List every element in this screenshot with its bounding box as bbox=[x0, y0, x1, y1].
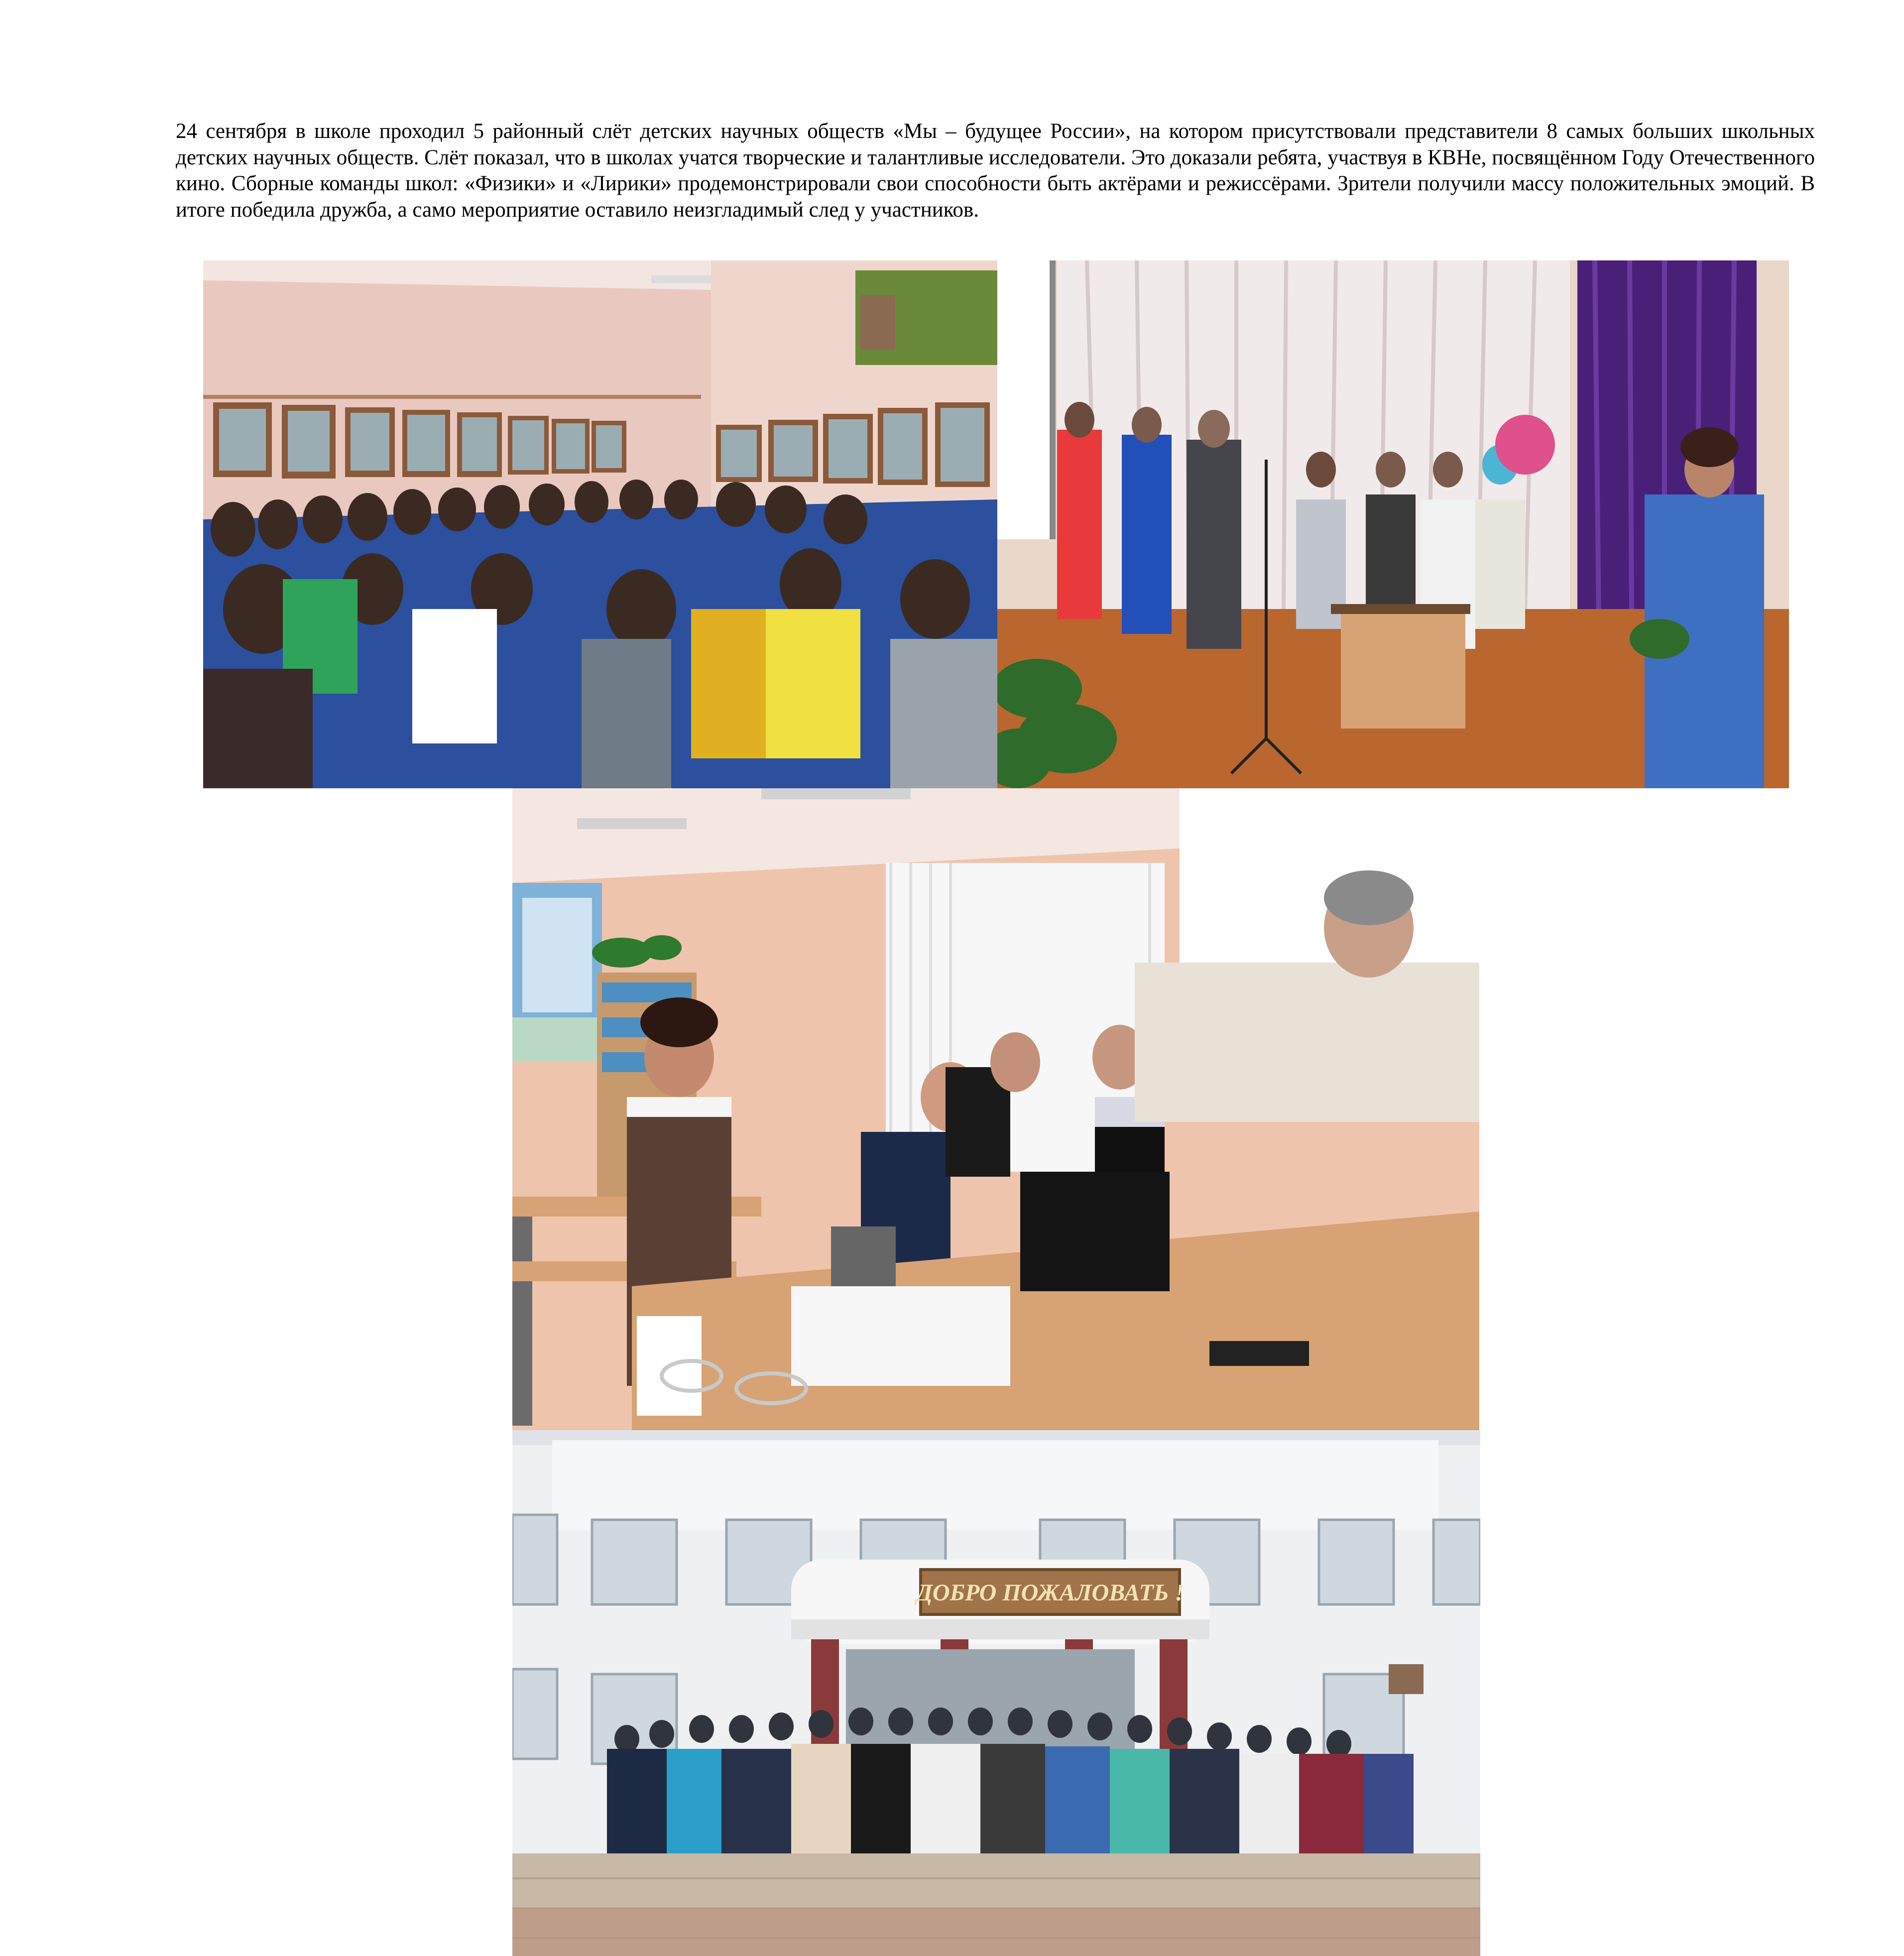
stage-performance-photo bbox=[997, 260, 1789, 788]
audience-photo bbox=[203, 260, 997, 788]
article-paragraph: 24 сентября в школе проходил 5 районный слёт детских научных обществ «Мы – будущее России», на котором присутствовали представители 8 самых больших школьных детских научных обществ. Слёт показал, что в школах учатся творческие и талантливые исследователи. Это доказали ребята, участвуя в КВНе, посвящённом Году Отечественного кино. Сборные команды школ: «Физики» и «Лирики» продемонстрировали свои способности быть актёрами и режиссёрами. Зрители получили массу положительных эмоций. В итоге победила дружба, а само мероприятие оставило неизгладимый след у участников. bbox=[176, 120, 1815, 222]
school-building-group-photo bbox=[512, 1430, 1480, 1956]
classroom-experiment-photo bbox=[512, 788, 1479, 1430]
welcome-sign-text: ДОБРО ПОЖАЛОВАТЬ ! bbox=[916, 1580, 1184, 1606]
